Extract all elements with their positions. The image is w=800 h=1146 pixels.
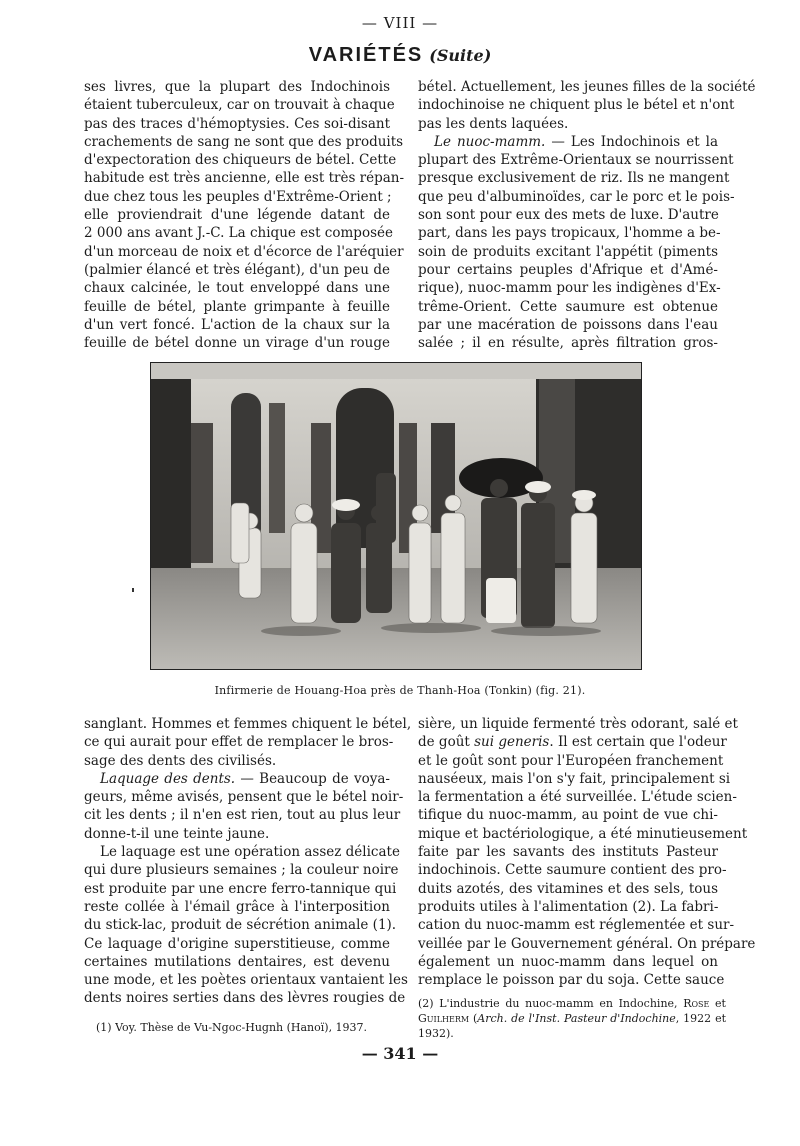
text-line: chaux calcinée, le tout enveloppé dans une: [84, 280, 390, 297]
footnote-text: et: [709, 997, 726, 1010]
italic-term-sui-generis: sui generis: [474, 734, 550, 751]
text-line: certaines mutilations dentaires, est devenu: [84, 953, 390, 970]
text-line: pas les dents laquées.: [418, 115, 569, 132]
text-line: ses livres, que la plupart des Indochinois: [84, 79, 390, 95]
text-line: indochinoise ne chiquent plus le bétel et n'ont: [418, 97, 735, 114]
text-line: donne-t-il une teinte jaune.: [84, 825, 270, 842]
top-right-column: [418, 78, 756, 352]
section-title-suite: (Suite): [429, 46, 492, 65]
text-line: une mode, et les poètes orientaux vantaient les: [84, 972, 408, 989]
text-line: d'un vert foncé. L'action de la chaux sur la: [84, 316, 390, 333]
text-line: nauséeux, mais l'on s'y fait, principalement si: [418, 770, 731, 787]
photograph-figure: [150, 362, 642, 670]
text-line: veillée par le Gouvernement général. On prépare: [418, 935, 756, 952]
figure-caption: Infirmerie de Houang-Hoa près de Thanh-Hoa (Tonkin) (fig. 21).: [214, 684, 586, 697]
text-line: soin de produits excitant l'appétit (piments: [418, 243, 718, 260]
text-line: ce qui aurait pour effet de remplacer le bros-: [84, 734, 394, 751]
text-line: sage des dents des civilisés.: [84, 752, 277, 769]
text-line: sanglant. Hommes et femmes chiquent le bétel,: [84, 716, 412, 732]
footnote-journal: Arch. de l'Inst. Pasteur d'Indochine: [477, 1012, 676, 1025]
text-line: la fermentation a été surveillée. L'étude scien-: [418, 789, 737, 806]
text-line: cit les dents ; il n'en est rien, tout au plus leur: [84, 807, 401, 824]
text-line: Ce laquage d'origine superstitieuse, comme: [84, 935, 390, 952]
footnote-text: (2) L'industrie du nuoc-mamm en Indochine,: [418, 997, 684, 1010]
footnote-text: , 1922 et 1932).: [418, 1012, 726, 1040]
text-line: par une macération de poissons dans l'eau: [418, 316, 718, 333]
footnote-text: (: [469, 1012, 478, 1025]
text-fragment: — Les Indochinois et la: [545, 133, 718, 150]
text-line: elle proviendrait d'une légende datant de: [84, 207, 390, 224]
text-line: d'un morceau de noix et d'écorce de l'aréquier: [84, 243, 404, 260]
text-line: part, dans les pays tropicaux, l'homme a be-: [418, 225, 721, 242]
text-line: geurs, même avisés, pensent que le bétel noir-: [84, 789, 404, 806]
footnote-author-guilherm: Guilherm: [418, 1012, 470, 1025]
text-line: salée ; il en résulte, après filtration gros-: [418, 335, 718, 352]
bottom-right-column: [418, 715, 756, 989]
section-title-text: VARIÉTÉS: [308, 44, 424, 66]
margin-speck: [132, 588, 134, 592]
text-line: due chez tous les peuples d'Extrême-Orient ;: [84, 188, 392, 205]
text-line: est produite par une encre ferro-tannique qui: [84, 880, 397, 897]
top-left-column: [84, 78, 405, 352]
text-line: cation du nuoc-mamm est réglementée et sur-: [418, 917, 735, 934]
text-line: remplace le poisson par du soja. Cette sauce: [418, 972, 725, 989]
text-line: 2 000 ans avant J.-C. La chique est composée: [84, 225, 393, 242]
text-line: tifique du nuoc-mamm, au point de vue chi-: [418, 807, 718, 824]
text-line: Le laquage est une opération assez délicate: [100, 844, 400, 861]
text-line: faite par les savants des instituts Pasteur: [418, 844, 718, 861]
text-line: également un nuoc-mamm dans lequel on: [418, 953, 718, 970]
text-line: que peu d'albuminoïdes, car le porc et le pois-: [418, 188, 735, 205]
text-line: [418, 733, 727, 751]
text-line: feuille de bétel donne un virage d'un rouge: [84, 335, 390, 352]
text-line: son sont pour eux des mets de luxe. D'autre: [418, 207, 719, 224]
bottom-left-column: [84, 715, 412, 1008]
text-line: crachements de sang ne sont que des produits: [84, 133, 404, 150]
text-line: presque exclusivement de riz. Ils ne mangent: [418, 170, 730, 187]
footnote-author-rose: Rose: [683, 997, 710, 1010]
text-line: mique et bactériologique, a été minutieusement: [418, 825, 748, 842]
text-line: qui dure plusieurs semaines ; la couleur noire: [84, 862, 399, 879]
text-line: trême-Orient. Cette saumure est obtenue: [418, 298, 718, 315]
text-line: feuille de bétel, plante grimpante à feuille: [84, 298, 390, 315]
running-head-roman-numeral: — VIII —: [361, 14, 439, 32]
text-line: habitude est très ancienne, elle est très répan-: [84, 170, 405, 187]
text-fragment: de goût: [418, 734, 475, 751]
text-line: et le goût sont pour l'Européen franchement: [418, 752, 724, 769]
subsection-line: [84, 770, 390, 788]
text-line: du stick-lac, produit de sécrétion animale (1).: [84, 917, 397, 934]
text-line: indochinois. Cette saumure contient des pro-: [418, 862, 727, 879]
text-line: dents noires serties dans des lèvres rougies de: [84, 990, 406, 1007]
subsection-heading-nuoc-mamm: Le nuoc-mamm.: [434, 133, 546, 150]
footnote-1: (1) Voy. Thèse de Vu-Ngoc-Hugnh (Hanoï), 1937.: [96, 1021, 368, 1034]
text-line: pour certains peuples d'Afrique et d'Amé-: [418, 261, 718, 278]
text-line: rique), nuoc-mamm pour les indigènes d'Ex-: [418, 280, 721, 297]
text-line: étaient tuberculeux, car on trouvait à chaque: [84, 97, 395, 114]
text-line: duits azotés, des vitamines et des sels, tous: [418, 880, 718, 897]
text-line: (palmier élancé et très élégant), d'un peu de: [84, 261, 390, 278]
subsection-line: [418, 133, 718, 151]
text-fragment: . Il est certain que l'odeur: [549, 734, 727, 751]
section-title: [0, 44, 800, 67]
text-line: bétel. Actuellement, les jeunes filles de la société: [418, 79, 756, 95]
photograph-illustration: [151, 363, 641, 669]
text-line: produits utiles à l'alimentation (2). La fabri-: [418, 898, 719, 915]
text-line: pas des traces d'hémoptysies. Ces soi-disant: [84, 115, 390, 132]
subsection-heading-laquage: Laquage des dents.: [100, 770, 236, 787]
page-number: — 341 —: [361, 1044, 439, 1063]
text-fragment: — Beaucoup de voya-: [235, 770, 390, 787]
text-line: plupart des Extrême-Orientaux se nourrissent: [418, 152, 734, 169]
text-line: reste collée à l'émail grâce à l'interposition: [84, 898, 390, 915]
text-line: sière, un liquide fermenté très odorant, salé et: [418, 716, 738, 732]
text-line: d'expectoration des chiqueurs de bétel. Cette: [84, 152, 397, 169]
footnote-2: [418, 996, 726, 1041]
